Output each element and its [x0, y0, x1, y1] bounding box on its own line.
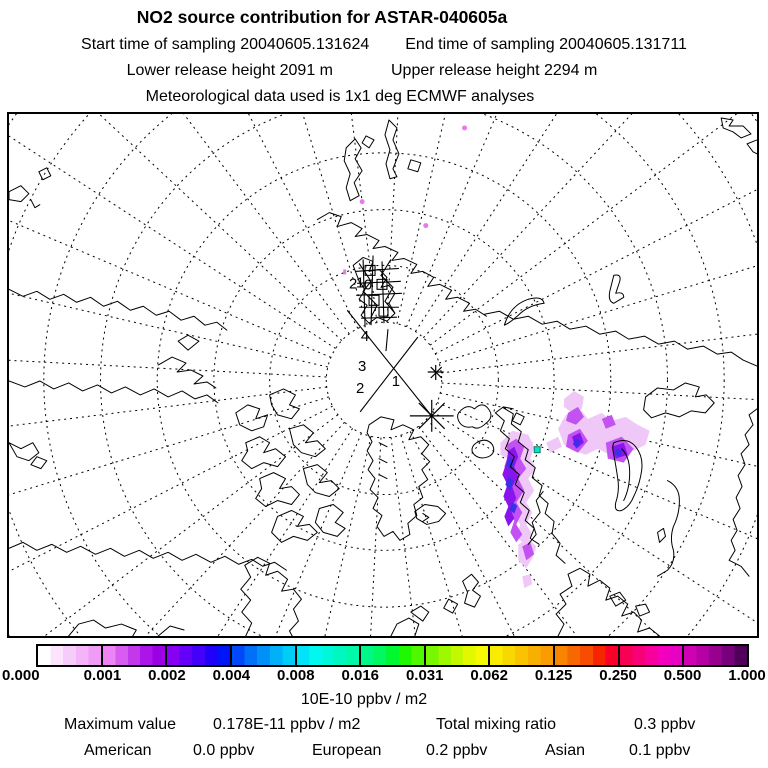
- colorbar-segment: [618, 646, 683, 665]
- max-value-line: [0, 716, 768, 736]
- release-star-marker: [410, 365, 454, 432]
- colorbar-tick: 0.031: [405, 667, 444, 684]
- total-mixing-ratio-label: Total mixing ratio: [436, 716, 557, 733]
- release-height-line: [0, 61, 746, 81]
- colorbar-tick: 0.500: [663, 667, 702, 684]
- lower-height-text: Lower release height 2091 m: [126, 62, 333, 79]
- colorbar-segment: [295, 646, 360, 665]
- european-value: 0.2 ppbv: [426, 742, 488, 759]
- cluster-label-2: 2: [349, 275, 358, 293]
- met-data-line: Meteorological data used is 1x1 deg ECMWF analyses: [145, 88, 535, 105]
- source-contribution-line: [0, 742, 768, 762]
- total-mixing-ratio-value: 0.3 ppbv: [634, 716, 696, 733]
- colorbar-tick: 0.008: [277, 667, 315, 684]
- colorbar-segment: [424, 646, 489, 665]
- colorbar: [36, 644, 749, 667]
- polar-map-panel: [7, 112, 759, 638]
- colorbar-tick: 0.000: [2, 667, 40, 684]
- trajectory-label-2: 2: [355, 379, 365, 397]
- colorbar-tick: 0.062: [470, 667, 508, 684]
- colorbar-unit: 10E-10 ppbv / m2: [300, 691, 428, 708]
- plume-cyan-speck: [534, 447, 540, 453]
- plot-title: NO2 source contribution for ASTAR-040605a: [136, 7, 508, 27]
- colorbar-segment: [230, 646, 295, 665]
- colorbar-tick: 0.002: [148, 667, 186, 684]
- end-time-text: End time of sampling 20040605.131711: [405, 36, 687, 53]
- colorbar-tick-labels: [0, 667, 768, 687]
- max-value: 0.178E-11 ppbv / m2: [213, 716, 361, 733]
- start-time-text: Start time of sampling 20040605.131624: [81, 36, 370, 53]
- colorbar-tick: 0.016: [341, 667, 380, 684]
- american-label: American: [84, 742, 152, 759]
- colorbar-segment: [165, 646, 230, 665]
- plume-specks: [343, 125, 467, 274]
- colorbar-tick: 0.001: [83, 667, 122, 684]
- asian-value: 0.1 ppbv: [629, 742, 691, 759]
- contribution-plume: [343, 125, 649, 588]
- colorbar-segment: [38, 646, 101, 665]
- american-value: 0.0 ppbv: [193, 742, 255, 759]
- european-label: European: [312, 742, 382, 759]
- asian-label: Asian: [545, 742, 586, 759]
- trajectory-labels: [349, 274, 400, 397]
- upper-height-text: Upper release height 2294 m: [391, 62, 598, 79]
- cluster-label-0: 0: [363, 276, 373, 294]
- colorbar-tick: 1.000: [728, 667, 766, 684]
- graticule: [9, 114, 757, 636]
- colorbar-segment: [359, 646, 424, 665]
- colorbar-segment: [682, 646, 747, 665]
- sampling-time-line: [0, 35, 768, 55]
- colorbar-segment: [553, 646, 618, 665]
- colorbar-segment: [101, 646, 166, 665]
- trajectory-label-1: 1: [391, 372, 401, 390]
- trajectory-label-4: 4: [360, 328, 370, 346]
- trajectory-label-3: 3: [357, 358, 367, 376]
- colorbar-tick: 0.004: [212, 667, 251, 684]
- colorbar-tick: 0.250: [599, 667, 637, 684]
- max-value-label: Maximum value: [64, 716, 177, 733]
- coastlines: [9, 118, 757, 636]
- colorbar-segment: [488, 646, 553, 665]
- colorbar-tick: 0.125: [534, 667, 573, 684]
- polar-map: [9, 114, 757, 636]
- cluster-label-1: 1: [355, 274, 365, 292]
